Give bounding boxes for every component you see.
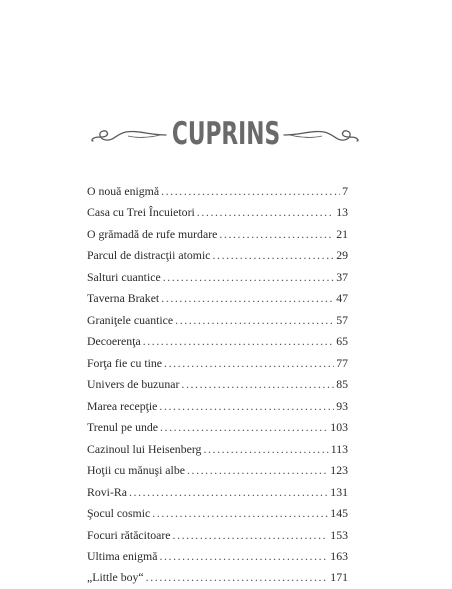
toc-entry-page: 171 <box>330 570 348 585</box>
toc-entry-page: 29 <box>336 248 348 263</box>
page-title: CUPRINS <box>171 116 281 152</box>
dot-leader <box>159 396 334 417</box>
toc-entry[interactable] <box>87 267 348 288</box>
toc-entry[interactable] <box>87 567 348 588</box>
dot-leader <box>181 374 334 395</box>
toc-entry[interactable] <box>87 224 348 245</box>
toc-entry[interactable] <box>87 288 348 309</box>
toc-entry-page: 7 <box>342 184 348 198</box>
toc-entry-page: 103 <box>330 420 348 435</box>
dot-leader <box>164 353 334 374</box>
dot-leader <box>152 503 328 524</box>
toc-entry-title: Univers de buzunar <box>87 377 180 392</box>
toc-entry-page: 85 <box>336 377 348 392</box>
toc-entry-title: Cazinoul lui Heisenberg <box>87 441 202 456</box>
toc-entry[interactable] <box>87 310 348 331</box>
toc-entry-page: 123 <box>330 463 348 478</box>
toc-entry[interactable] <box>87 546 348 567</box>
table-of-contents <box>87 181 348 589</box>
toc-entry-page: 145 <box>330 506 348 521</box>
toc-entry-title: Salturi cuantice <box>87 269 161 284</box>
toc-entry-title: Graniţele cuantice <box>87 312 174 327</box>
toc-entry[interactable] <box>87 460 348 481</box>
dot-leader <box>146 567 329 588</box>
dot-leader <box>129 482 328 503</box>
dot-leader <box>161 288 334 309</box>
toc-entry-page: 93 <box>336 398 348 413</box>
toc-entry-title: Casa cu Trei Încuietori <box>87 205 195 220</box>
toc-entry[interactable] <box>87 202 348 223</box>
dot-leader <box>161 181 340 202</box>
toc-entry-title: Parcul de distracţii atomic <box>87 248 211 263</box>
right-flourish-ornament <box>282 126 360 144</box>
toc-entry-title: Ultima enigmă <box>87 548 158 563</box>
title-block <box>0 112 452 156</box>
toc-entry[interactable] <box>87 417 348 438</box>
toc-entry-title: Trenul pe unde <box>87 420 158 435</box>
toc-entry-page: 37 <box>336 269 348 284</box>
toc-entry[interactable] <box>87 439 348 460</box>
toc-entry-title: Focuri rătăcitoare <box>87 527 171 542</box>
dot-leader <box>219 224 334 245</box>
dot-leader <box>173 525 329 546</box>
toc-entry-title: O grămadă de rufe murdare <box>87 226 218 241</box>
toc-entry-page: 65 <box>336 334 348 349</box>
toc-entry-title: Şocul cosmic <box>87 506 151 521</box>
toc-entry-title: „Little boy“ <box>87 570 144 585</box>
toc-entry-page: 163 <box>330 548 348 563</box>
toc-entry-title: Hoţii cu mănuşi albe <box>87 463 185 478</box>
toc-entry-page: 131 <box>330 484 348 499</box>
toc-entry[interactable] <box>87 396 348 417</box>
toc-entry[interactable] <box>87 331 348 352</box>
toc-entry[interactable] <box>87 374 348 395</box>
dot-leader <box>197 202 334 223</box>
dot-leader <box>143 331 335 352</box>
toc-entry-title: Decoerenţa <box>87 334 141 349</box>
toc-entry-page: 77 <box>336 355 348 370</box>
toc-entry[interactable] <box>87 525 348 546</box>
dot-leader <box>203 439 328 460</box>
dot-leader <box>159 546 328 567</box>
dot-leader <box>163 267 335 288</box>
dot-leader <box>175 310 334 331</box>
toc-entry-page: 13 <box>336 205 348 220</box>
toc-entry-page: 153 <box>330 527 348 542</box>
toc-entry-page: 47 <box>336 291 348 306</box>
toc-entry[interactable] <box>87 245 348 266</box>
toc-entry-title: Rovi-Ra <box>87 484 127 499</box>
toc-entry-page: 113 <box>330 441 348 456</box>
toc-entry[interactable] <box>87 353 348 374</box>
dot-leader <box>187 460 328 481</box>
toc-entry[interactable] <box>87 181 348 202</box>
toc-entry[interactable] <box>87 503 348 524</box>
toc-entry-title: Taverna Braket <box>87 291 160 306</box>
toc-entry-title: Marea recepţie <box>87 398 158 413</box>
toc-entry-title: Forţa fie cu tine <box>87 355 163 370</box>
toc-entry-page: 21 <box>336 226 348 241</box>
dot-leader <box>160 417 328 438</box>
toc-entry-title: O nouă enigmă <box>87 184 160 198</box>
toc-entry-page: 57 <box>336 312 348 327</box>
dot-leader <box>213 245 335 266</box>
toc-entry[interactable] <box>87 482 348 503</box>
